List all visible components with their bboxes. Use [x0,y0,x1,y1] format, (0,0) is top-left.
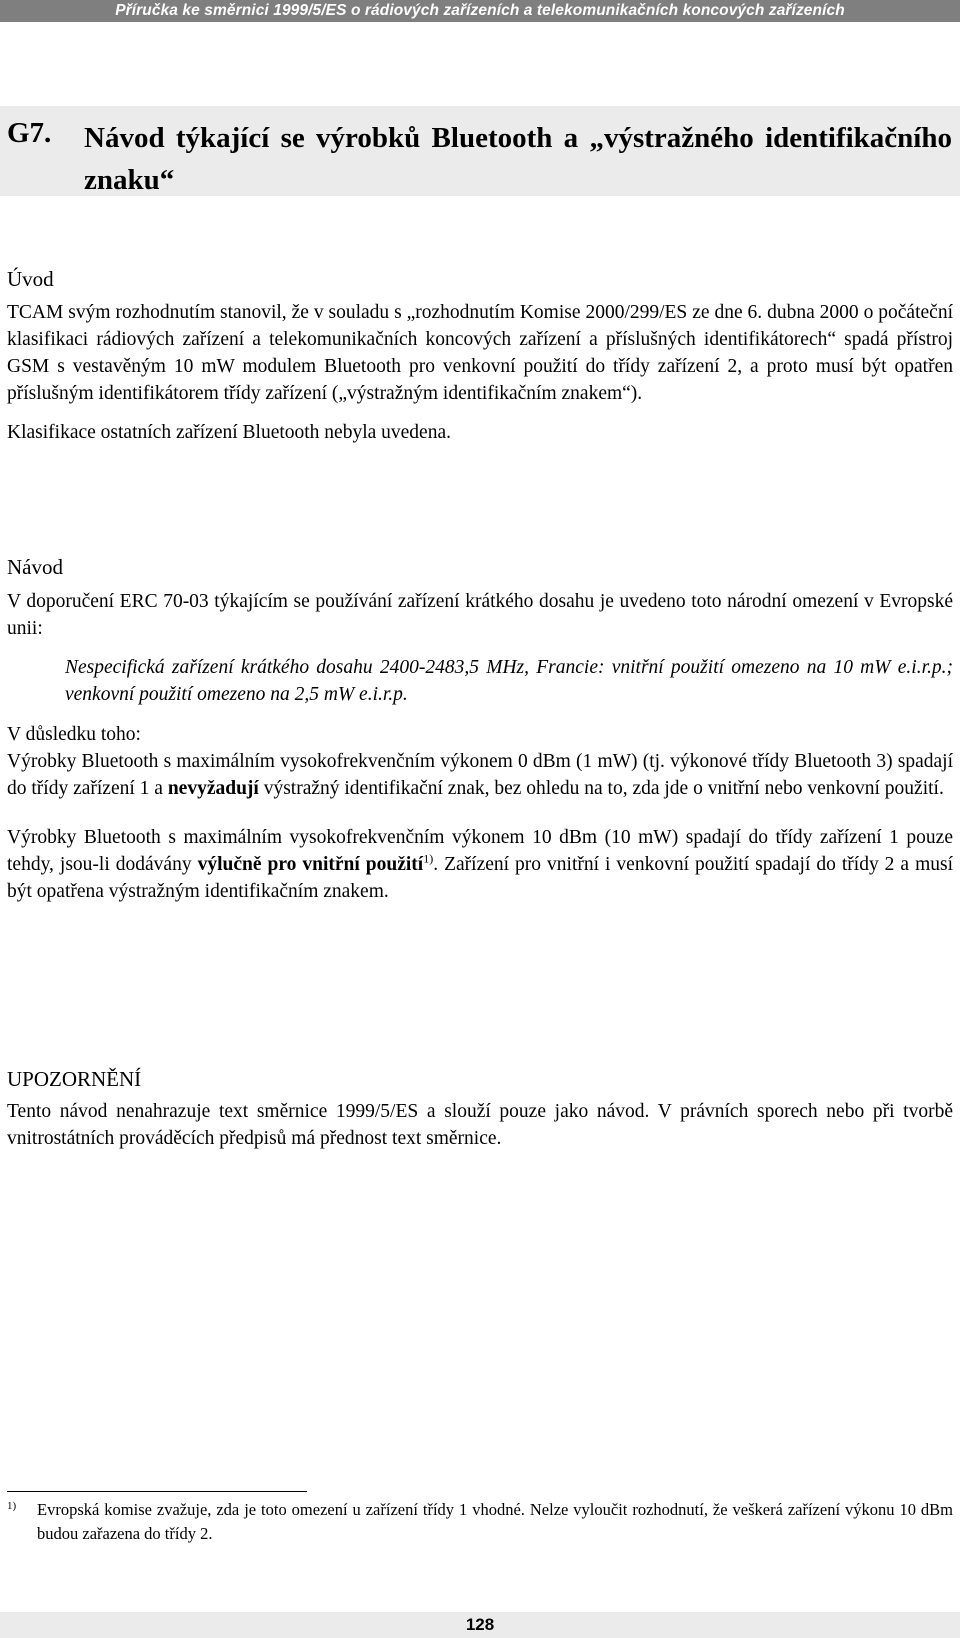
running-header: Příručka ke směrnici 1999/5/ES o rádiových zařízeních a telekomunikačních koncových zařízeních [0,0,960,22]
chapter-title: Návod týkající se výrobků Bluetooth a „výstražného identifikačního znaku“ [84,122,952,196]
section-navod [7,554,953,905]
10mw-text-b: . Zařízení pro vnitřní i venkovní použití spadají do třídy 2 a musí být opatřena výstražným identifikačním znakem. [7,854,953,902]
chapter-number: G7. [7,117,52,149]
footnote [7,1498,953,1546]
navod-paragraph: V doporučení ERC 70-03 týkajícím se používání zařízení krátkého dosahu je uvedeno toto národní omezení v Evropské unii: [7,591,953,639]
10mw-text-a: Výrobky Bluetooth s maximálním vysokofrekvenčním výkonem 10 dBm (10 mW) spadají do třídy zařízení 1 pouze tehdy, jsou-li dodávány [7,827,953,875]
chapter-heading [0,106,960,196]
erc-quote: Nespecifická zařízení krátkého dosahu 2400-2483,5 MHz, Francie: vnitřní použití omezeno na 10 mW e.i.r.p.; venkovní použití omezeno na 2,5 mW e.i.r.p. [65,657,953,705]
upozorneni-text: Tento návod nenahrazuje text směrnice 1999/5/ES a slouží pouze jako návod. V právních sporech nebo při tvorbě vnitrostátních prováděcích předpisů má přednost text směrnice. [7,1101,953,1149]
footnote-mark: 1) [7,1500,17,1512]
page-number: 128 [0,1612,960,1638]
uvod-paragraph: TCAM svým rozhodnutím stanovil, že v souladu s „rozhodnutím Komise 2000/299/ES ze dne 6. dubna 2000 o počáteční klasifikaci rádiových zařízení a telekomunikačních koncových zařízení a příslušných identifikátorech“ spadá přístroj GSM s vestavěným 10 mW modulem Bluetooth pro venkovní použití do třídy zařízení 2, a proto musí být opatřen příslušným identifikátorem třídy zařízení („výstražným identifikačním znakem“). [7,302,953,404]
10mw-paragraph [7,824,953,905]
class3-paragraph [7,748,953,802]
consequence-label: V důsledku toho: [7,724,141,745]
section-heading-navod: Návod [7,555,63,579]
class3-text-b: výstražný identifikační znak, bez ohledu na to, zda jde o vnitřní nebo venkovní použití. [258,778,944,799]
section-heading-upozorneni: UPOZORNĚNÍ [7,1067,142,1091]
footnote-separator [7,1491,307,1492]
uvod-note: Klasifikace ostatních zařízení Bluetooth nebyla uvedena. [7,422,451,443]
class3-emphasis: nevyžadují [167,778,259,799]
footnote-text: Evropská komise zvažuje, zda je toto omezení u zařízení třídy 1 vhodné. Nelze vyloučit rozhodnutí, že veškerá zařízení výkonu 10 dBm budou zařazena do třídy 2. [37,1500,953,1543]
section-upozorneni [7,1066,953,1152]
footnote-reference[interactable]: 1) [423,851,434,866]
section-heading-uvod: Úvod [7,267,54,291]
class3-text-a: Výrobky Bluetooth s maximálním vysokofrekvenčním výkonem 0 dBm (1 mW) (tj. výkonové třídy Bluetooth 3) spadají do třídy zařízení 1 a [7,751,953,799]
section-uvod [7,266,953,446]
10mw-emphasis: výlučně pro vnitřní použití [197,854,424,875]
